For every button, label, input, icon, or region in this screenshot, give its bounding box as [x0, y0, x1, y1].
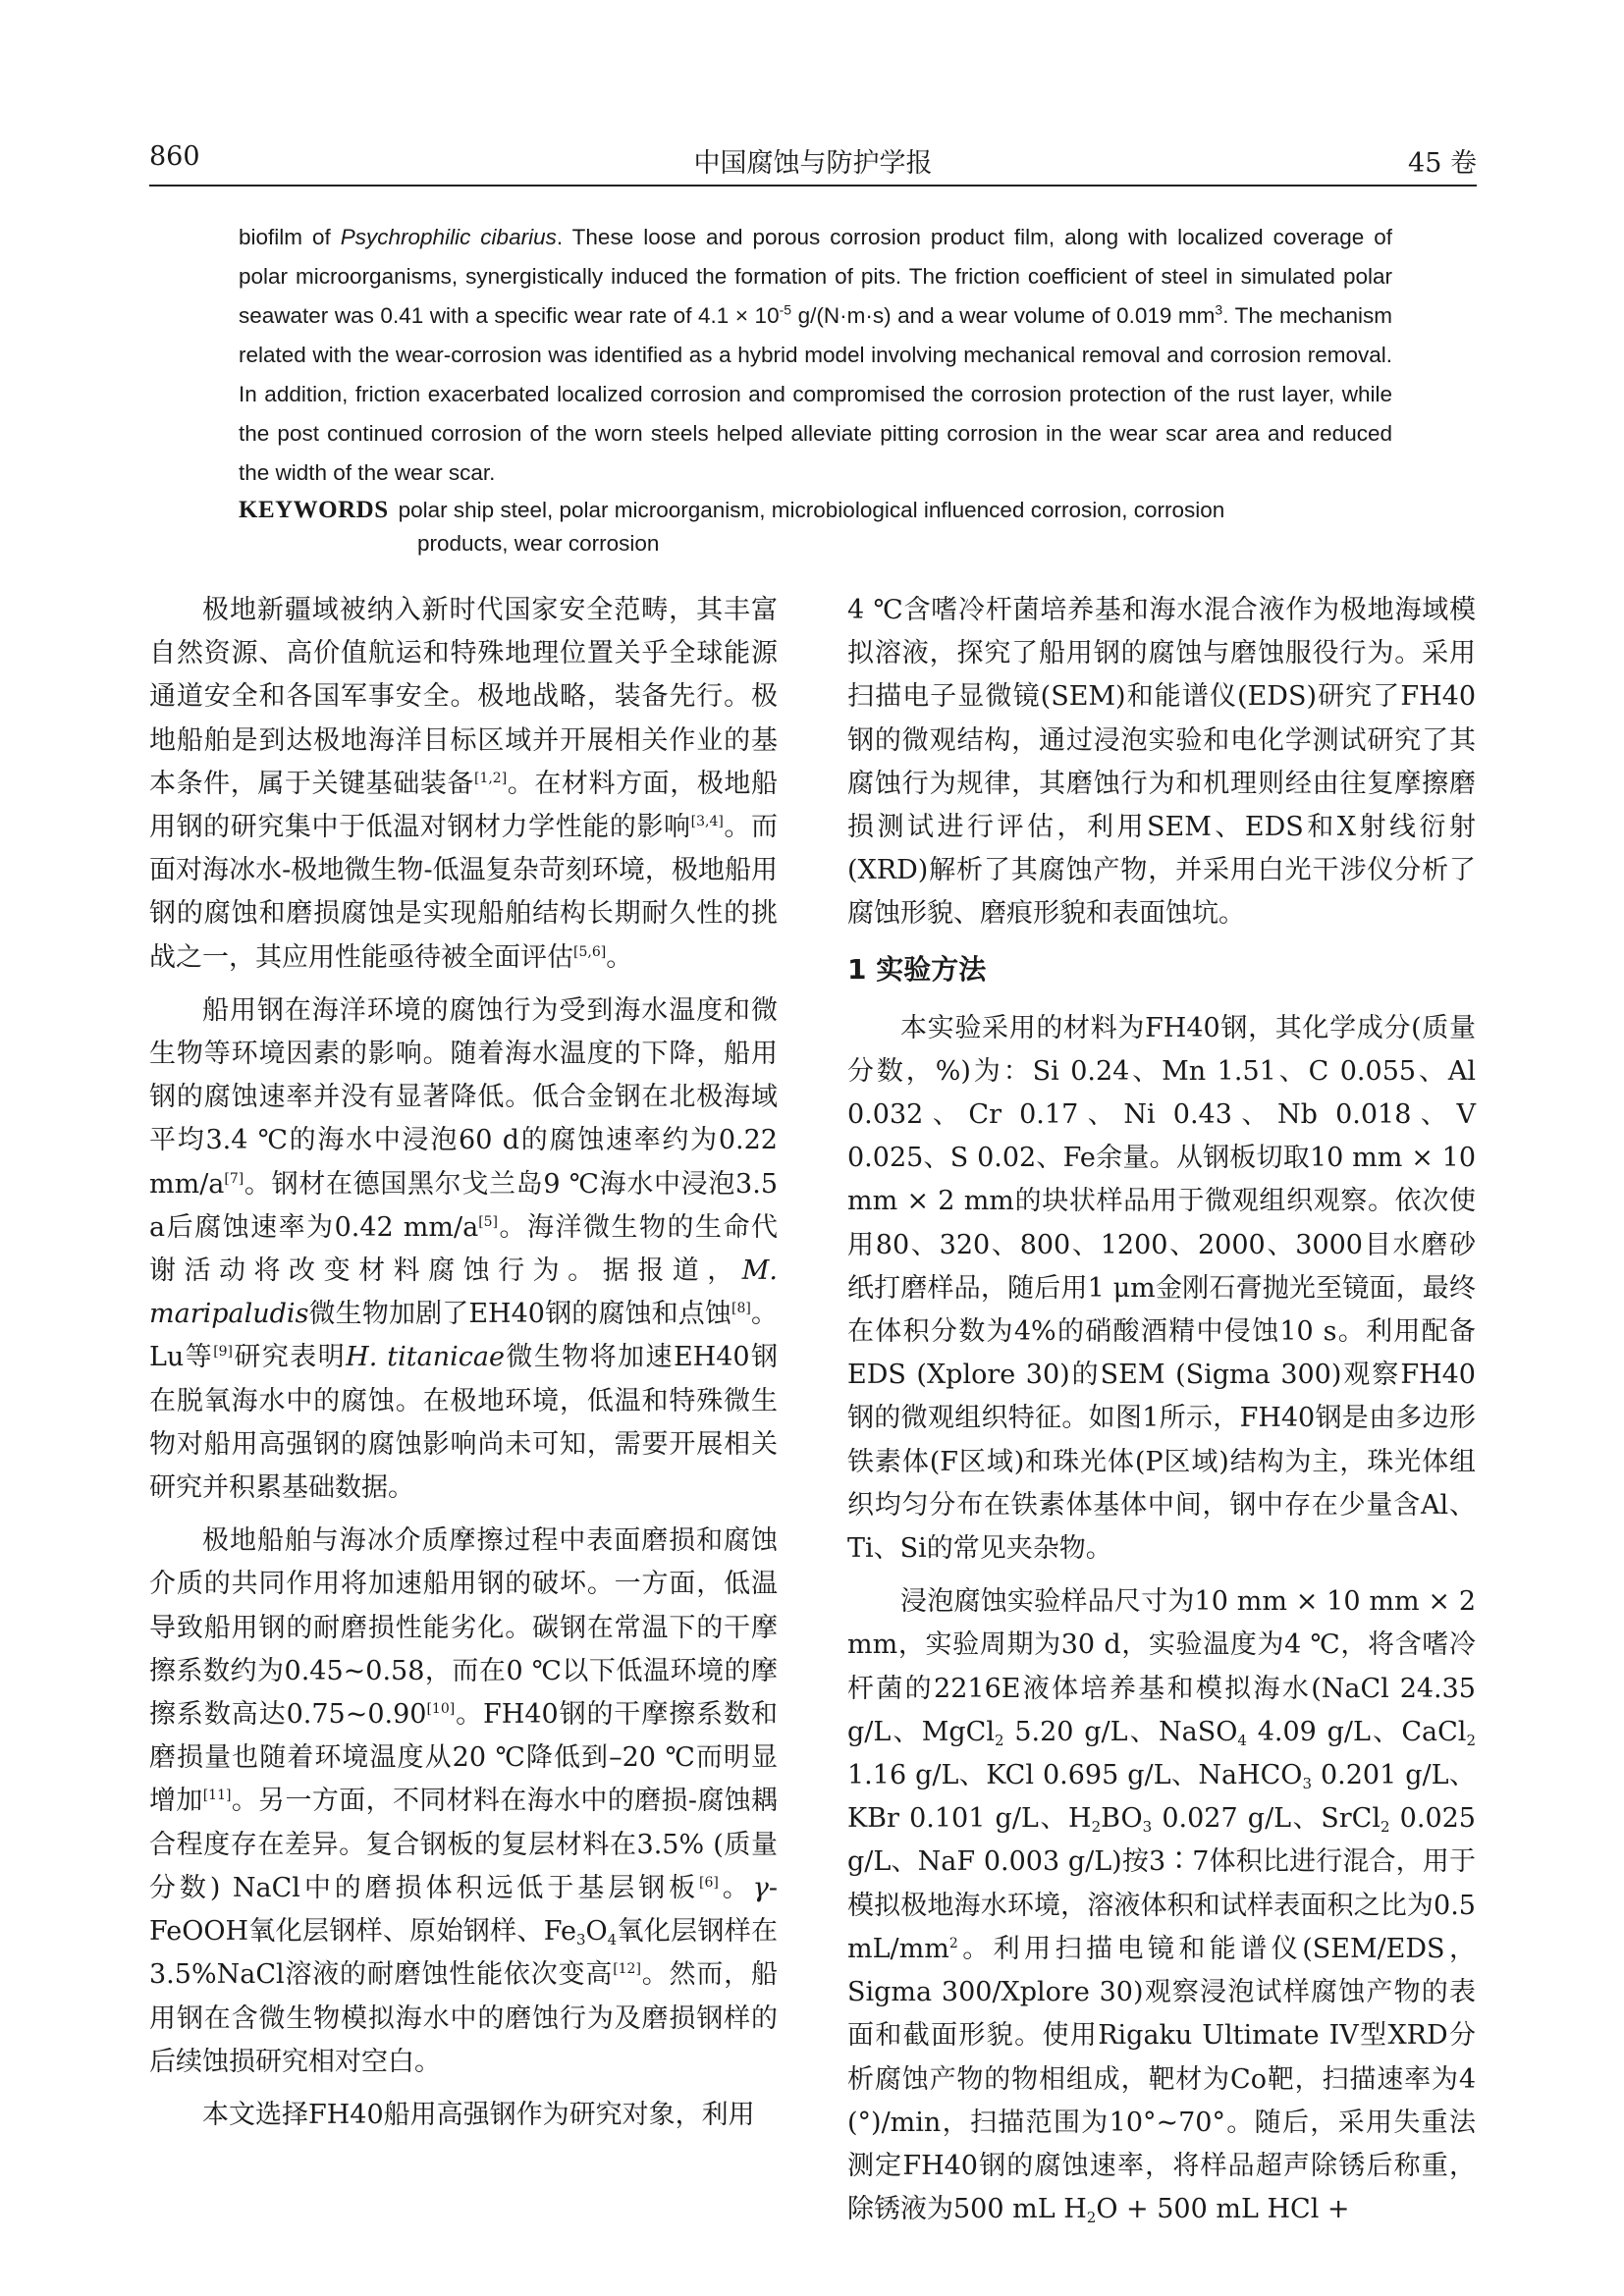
subscript: 2 [1380, 1818, 1390, 1837]
abstract-segment: . The mechanism related with the wear-corrosion was identified as a hybrid model involving mechanical removal and corrosion removal. In addition, friction exacerbated localized corrosion and compromised the corrosion protection of the rust layer, while the post continued corrosion of the worn steels helped alleviate pitting corrosion in the wear scar area and reduced the width of the wear scar. [239, 303, 1392, 485]
species-name: Psychrophilic cibarius [340, 225, 557, 249]
citation: [10] [426, 1701, 456, 1718]
subscript: 4 [1237, 1731, 1247, 1749]
page-number: 860 [149, 141, 200, 172]
abstract-segment: g/(N·m·s) and a wear volume of 0.019 mm [791, 303, 1216, 328]
page-header [149, 135, 1477, 185]
text-run: 5.20 g/L、NaSO [1003, 1716, 1238, 1747]
paragraph [149, 1520, 778, 2084]
journal-title: 中国腐蚀与防护学报 [693, 148, 933, 179]
section-title: 1 实验方法 [847, 952, 987, 986]
text-run: 4.09 g/L、CaCl [1246, 1716, 1467, 1747]
subscript: 2 [1466, 1731, 1476, 1749]
citation: [5] [478, 1213, 499, 1230]
text-run: 研究表明 [233, 1342, 347, 1373]
text-run: O [585, 1916, 608, 1948]
subscript: 2 [994, 1731, 1004, 1749]
left-column [149, 589, 778, 2137]
citation: [6] [699, 1874, 719, 1891]
text-run: 浸泡腐蚀实验样品尺寸为10 mm × 10 mm × 2 mm，实验周期为30 d，实验温度为4 ℃，将含嗜冷杆菌的2216E液体培养基和模拟海水(NaCl 24.35 g/L、MgCl [847, 1586, 1476, 1747]
text-run: O + 500 mL HCl + [1096, 2194, 1350, 2225]
paragraph [847, 1580, 1476, 2231]
citation: [3,4] [690, 814, 724, 830]
gamma-symbol: γ [752, 1872, 769, 1903]
text-run: 。在材料方面，极地船用钢的研究集中于低温对钢材力学性能的影响 [149, 768, 779, 843]
text-run: BO [1101, 1803, 1143, 1835]
citation: [5,6] [573, 943, 607, 960]
text-run: 。海洋微生物的生命代谢活动将改变材料腐蚀行为。据报道， [149, 1211, 779, 1287]
text-run: 。 [718, 1872, 753, 1903]
text-run: 氧化层钢样在3.5%NaCl溶液的耐磨蚀性能依次变高 [149, 1916, 778, 1991]
exponent: 3 [1215, 301, 1223, 318]
citation: [11] [202, 1788, 232, 1804]
keywords [239, 494, 1392, 561]
keywords-line1: polar ship steel, polar microorganism, microbiological influenced corrosion, corrosion [398, 498, 1225, 522]
citation: [8] [731, 1301, 751, 1317]
text-run: 。Lu等 [149, 1299, 778, 1373]
subscript: 4 [607, 1931, 618, 1949]
text-run: 微生物将加速EH40钢在脱氧海水中的腐蚀。在极地环境，低温和特殊微生物对船用高强钢的腐蚀影响尚未可知，需要开展相关研究并积累基础数据。 [149, 1342, 778, 1504]
text-run: 微生物加剧了EH40钢的腐蚀和点蚀 [308, 1299, 732, 1330]
paragraph [149, 989, 778, 1510]
text-run: 0.025 g/L、NaF 0.003 g/L)按3∶7体积比进行混合，用于模拟极地海水环境，溶液体积和试样表面积之比为0.5 mL/mm [847, 1803, 1476, 1964]
abstract-segment: biofilm of [239, 225, 341, 249]
text-run: 。 [606, 941, 633, 973]
subscript: 2 [1086, 2209, 1097, 2227]
text-run: 0.201 g/L、KBr 0.101 g/L、H [847, 1760, 1476, 1835]
text-run: 船用钢在海洋环境的腐蚀行为受到海水温度和微生物等环境因素的影响。随着海水温度的下降，船用钢的腐蚀速率并没有显著降低。低合金钢在北极海域平均3.4 ℃的海水中浸泡60 d的腐蚀速率约为0.22 mm/a [149, 994, 778, 1200]
species-name: M. maripaludis [149, 1255, 778, 1330]
volume-label: 45 卷 [1408, 148, 1477, 179]
paragraph: 4 ℃含嗜冷杆菌培养基和海水混合液作为极地海域模拟溶液，探究了船用钢的腐蚀与磨蚀服役行为。采用扫描电子显微镜(SEM)和能谱仪(EDS)研究了FH40钢的微观结构，通过浸泡实验和电化学测试研究了其腐蚀行为规律，其磨蚀行为和机理则经由往复摩擦磨损测试进行评估，利用SEM、EDS和X射线衍射(XRD)解析了其腐蚀产物，并采用白光干涉仪分析了腐蚀形貌、磨痕形貌和表面蚀坑。 [847, 595, 1476, 930]
species-name: H. titanicae [346, 1342, 505, 1373]
right-column [847, 589, 1476, 2231]
paragraph: 本实验采用的材料为FH40钢，其化学成分(质量分数，%)为：Si 0.24、Mn 1.51、C 0.055、Al 0.032、Cr 0.17、Ni 0.43、Nb 0.018、V 0.025、S 0.02、Fe余量。从钢板切取10 mm × 10 mm × 2 mm的块状样品用于微观组织观察。依次使用80、320、800、1200、2000、3000目水磨砂纸打磨样品，随后用1 μm金刚石膏抛光至镜面，最终在体积分数为4%的硝酸酒精中侵蚀10 s。利用配备EDS (Xplore 30)的SEM (Sigma 300)观察FH40钢的微观组织特征。如图1所示，FH40钢是由多边形铁素体(F区域)和珠光体(P区域)结构为主，珠光体组织均匀分布在铁素体基体中间，钢中存在少量含Al、Ti、Si的常见夹杂物。 [847, 1012, 1476, 1565]
abstract-text [239, 218, 1392, 493]
citation: [1,2] [473, 770, 508, 786]
keywords-line2: products, wear corrosion [417, 531, 660, 556]
text-run: 极地船舶与海冰介质摩擦过程中表面磨损和腐蚀介质的共同作用将加速船用钢的破坏。一方面，低温导致船用钢的耐磨损性能劣化。碳钢在常温下的干摩擦系数约为0.45~0.58，而在0 ℃以下低温环境的摩擦系数高达0.75~0.90 [149, 1525, 778, 1731]
subscript: 3 [1142, 1818, 1153, 1837]
subscript: 2 [1091, 1818, 1102, 1837]
text-run: 。FH40钢的干摩擦系数和磨损量也随着环境温度从20 ℃降低到–20 ℃而明显增加 [149, 1699, 779, 1817]
subscript: 3 [1302, 1775, 1312, 1793]
superscript: 2 [948, 1935, 958, 1951]
citation: [7] [224, 1170, 244, 1187]
subscript: 3 [575, 1931, 586, 1949]
citation: [9] [213, 1344, 234, 1361]
text-run: -FeOOH氧化层钢样、原始钢样、Fe [149, 1872, 778, 1948]
text-run: 。钢材在德国黑尔戈兰岛9 ℃海水中浸泡3.5 a后腐蚀速率为0.42 mm/a [149, 1168, 778, 1243]
text-run: 。另一方面，不同材料在海水中的磨损-腐蚀耦合程度存在差异。复合钢板的复层材料在3.5% (质量分数) NaCl中的磨损体积远低于基层钢板 [149, 1786, 779, 1903]
keywords-label: KEYWORDS [239, 497, 389, 523]
text-run: 。利用扫描电镜和能谱仪(SEM/EDS，Sigma 300/Xplore 30)观察浸泡试样腐蚀产物的表面和截面形貌。使用Rigaku Ultimate IV型XRD分析腐蚀产物的物相组成，靶材为Co靶，扫描速率为4 (°)/min，扫描范围为10°~70°。随后，采用失重法测定FH40钢的腐蚀速率，将样品超声除锈后称重，除锈液为500 mL H [847, 1933, 1476, 2225]
text-run: 1.16 g/L、KCl 0.695 g/L、NaHCO [847, 1760, 1303, 1791]
text-run: 。而面对海冰水-极地微生物-低温复杂苛刻环境，极地船用钢的腐蚀和磨损腐蚀是实现船舶结构长期耐久性的挑战之一，其应用性能亟待被全面评估 [149, 812, 779, 973]
text-run: 极地新疆域被纳入新时代国家安全范畴，其丰富自然资源、高价值航运和特殊地理位置关乎全球能源通道安全和各国军事安全。极地战略，装备先行。极地船舶是到达极地海洋目标区域并开展相关作业的基本条件，属于关键基础装备 [149, 595, 778, 799]
abstract-segment: . These loose and porous corrosion product film, along with localized coverage of polar microorganisms, synergistically induced the formation of pits. The friction coefficient of steel in simulated polar seawater was 0.41 with a specific wear rate of 4.1 × 10 [239, 225, 1392, 328]
exponent: -5 [779, 301, 792, 318]
citation: [12] [613, 1961, 641, 1978]
paragraph: 本文选择FH40船用高强钢作为研究对象，利用 [202, 2099, 755, 2130]
text-run: 。然而，船用钢在含微生物模拟海水中的磨蚀行为及磨损钢样的后续蚀损研究相对空白。 [149, 1959, 778, 2077]
text-run: 0.027 g/L、SrCl [1152, 1803, 1380, 1835]
paragraph [149, 589, 778, 980]
header-rule [149, 185, 1477, 187]
